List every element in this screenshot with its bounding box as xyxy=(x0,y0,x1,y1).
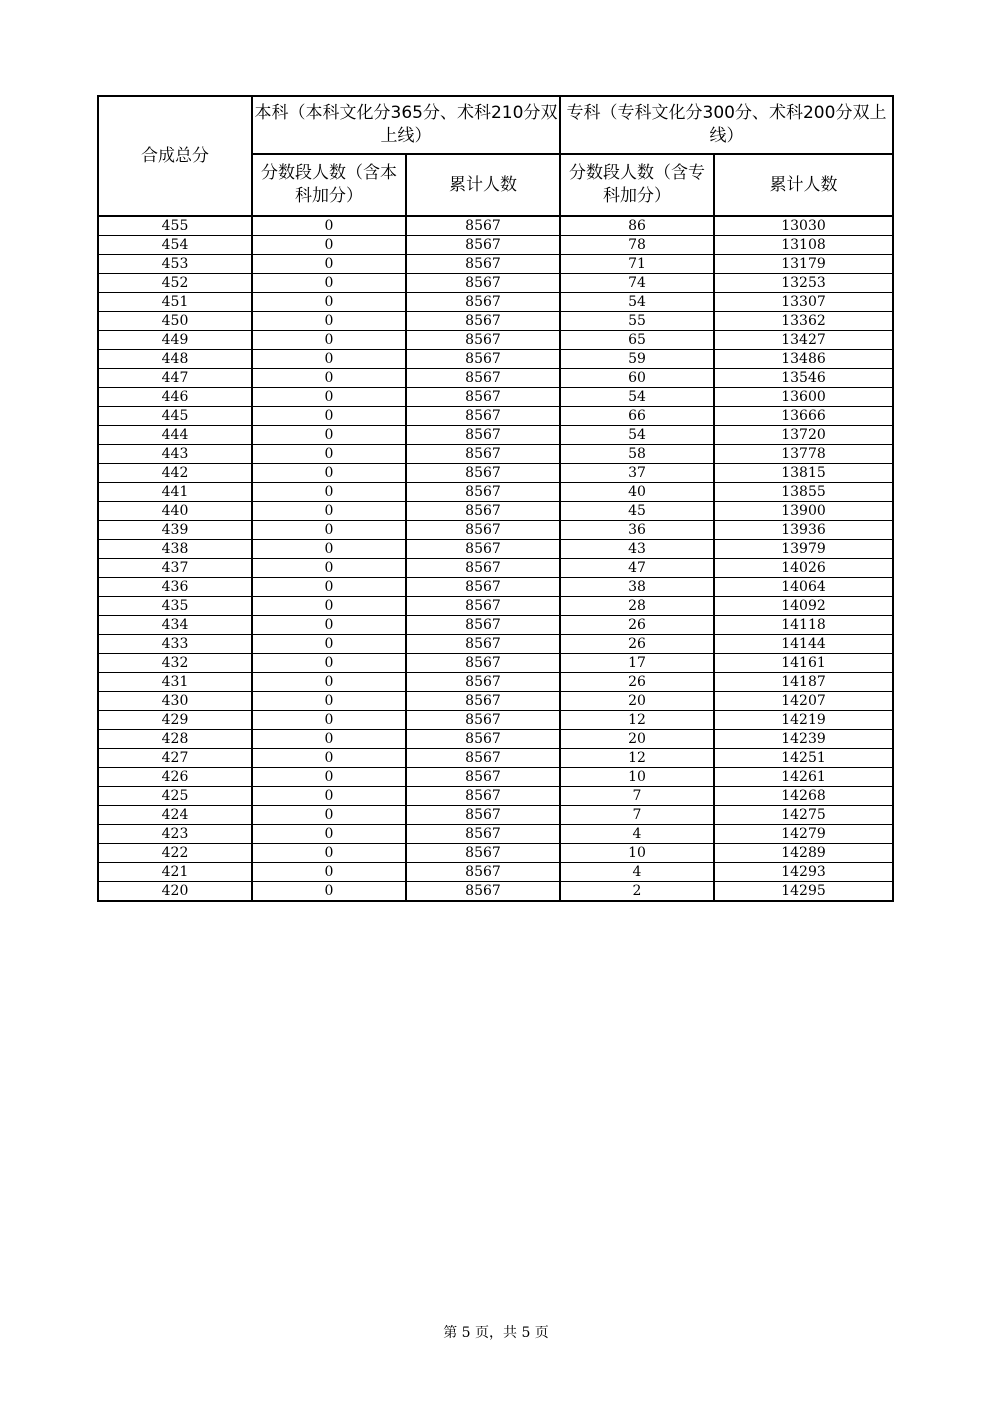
table-row xyxy=(98,274,893,293)
cell-undergrad-cumulative: 8567 xyxy=(406,502,560,521)
cell-junior-count: 60 xyxy=(560,369,714,388)
cell-junior-cumulative: 13900 xyxy=(714,502,893,521)
cell-undergrad-count: 0 xyxy=(252,578,406,597)
cell-undergrad-count: 0 xyxy=(252,521,406,540)
table-row xyxy=(98,464,893,483)
cell-undergrad-cumulative: 8567 xyxy=(406,445,560,464)
cell-undergrad-cumulative: 8567 xyxy=(406,312,560,331)
table-row xyxy=(98,844,893,863)
cell-score: 424 xyxy=(98,806,252,825)
cell-undergrad-cumulative: 8567 xyxy=(406,806,560,825)
cell-undergrad-count: 0 xyxy=(252,730,406,749)
table-row xyxy=(98,787,893,806)
cell-score: 445 xyxy=(98,407,252,426)
cell-junior-cumulative: 13427 xyxy=(714,331,893,350)
cell-undergrad-count: 0 xyxy=(252,635,406,654)
cell-junior-count: 74 xyxy=(560,274,714,293)
table-row xyxy=(98,730,893,749)
table-header xyxy=(98,96,893,216)
cell-undergrad-cumulative: 8567 xyxy=(406,730,560,749)
cell-score: 449 xyxy=(98,331,252,350)
cell-undergrad-cumulative: 8567 xyxy=(406,274,560,293)
cell-undergrad-count: 0 xyxy=(252,426,406,445)
cell-junior-count: 40 xyxy=(560,483,714,502)
cell-junior-cumulative: 14275 xyxy=(714,806,893,825)
cell-score: 447 xyxy=(98,369,252,388)
cell-junior-cumulative: 13362 xyxy=(714,312,893,331)
table-row xyxy=(98,692,893,711)
cell-junior-count: 78 xyxy=(560,236,714,255)
cell-junior-cumulative: 13307 xyxy=(714,293,893,312)
cell-undergrad-cumulative: 8567 xyxy=(406,216,560,236)
cell-junior-cumulative: 13936 xyxy=(714,521,893,540)
cell-undergrad-count: 0 xyxy=(252,673,406,692)
cell-junior-cumulative: 13030 xyxy=(714,216,893,236)
cell-junior-count: 54 xyxy=(560,293,714,312)
cell-score: 425 xyxy=(98,787,252,806)
table-row xyxy=(98,559,893,578)
cell-score: 433 xyxy=(98,635,252,654)
cell-undergrad-cumulative: 8567 xyxy=(406,540,560,559)
cell-undergrad-count: 0 xyxy=(252,388,406,407)
cell-junior-cumulative: 13546 xyxy=(714,369,893,388)
cell-score: 430 xyxy=(98,692,252,711)
cell-junior-count: 26 xyxy=(560,616,714,635)
table-row xyxy=(98,293,893,312)
cell-score: 450 xyxy=(98,312,252,331)
cell-undergrad-cumulative: 8567 xyxy=(406,825,560,844)
header-undergrad-group: 本科（本科文化分365分、术科210分双上线） xyxy=(252,96,560,154)
cell-junior-cumulative: 14219 xyxy=(714,711,893,730)
table-row xyxy=(98,426,893,445)
cell-score: 441 xyxy=(98,483,252,502)
cell-junior-count: 43 xyxy=(560,540,714,559)
cell-score: 442 xyxy=(98,464,252,483)
cell-junior-count: 55 xyxy=(560,312,714,331)
cell-undergrad-cumulative: 8567 xyxy=(406,293,560,312)
cell-junior-cumulative: 14239 xyxy=(714,730,893,749)
cell-undergrad-count: 0 xyxy=(252,597,406,616)
cell-undergrad-cumulative: 8567 xyxy=(406,426,560,445)
cell-junior-cumulative: 13486 xyxy=(714,350,893,369)
cell-undergrad-cumulative: 8567 xyxy=(406,350,560,369)
cell-junior-cumulative: 14251 xyxy=(714,749,893,768)
cell-undergrad-count: 0 xyxy=(252,768,406,787)
cell-score: 440 xyxy=(98,502,252,521)
cell-undergrad-count: 0 xyxy=(252,216,406,236)
cell-undergrad-count: 0 xyxy=(252,654,406,673)
table-row xyxy=(98,711,893,730)
header-junior-cumulative: 累计人数 xyxy=(714,154,893,216)
cell-score: 446 xyxy=(98,388,252,407)
cell-score: 444 xyxy=(98,426,252,445)
cell-junior-count: 59 xyxy=(560,350,714,369)
cell-undergrad-count: 0 xyxy=(252,445,406,464)
table-row xyxy=(98,312,893,331)
table-body xyxy=(98,216,893,901)
cell-score: 453 xyxy=(98,255,252,274)
cell-junior-cumulative: 13979 xyxy=(714,540,893,559)
cell-junior-cumulative: 13253 xyxy=(714,274,893,293)
cell-score: 426 xyxy=(98,768,252,787)
cell-junior-cumulative: 14092 xyxy=(714,597,893,616)
cell-junior-cumulative: 14268 xyxy=(714,787,893,806)
table-row xyxy=(98,749,893,768)
cell-undergrad-count: 0 xyxy=(252,882,406,902)
cell-undergrad-cumulative: 8567 xyxy=(406,749,560,768)
header-row-group xyxy=(98,96,893,154)
cell-undergrad-count: 0 xyxy=(252,331,406,350)
cell-undergrad-cumulative: 8567 xyxy=(406,483,560,502)
cell-undergrad-count: 0 xyxy=(252,293,406,312)
cell-junior-cumulative: 14293 xyxy=(714,863,893,882)
cell-junior-count: 4 xyxy=(560,863,714,882)
cell-undergrad-cumulative: 8567 xyxy=(406,863,560,882)
header-undergrad-cumulative: 累计人数 xyxy=(406,154,560,216)
cell-undergrad-cumulative: 8567 xyxy=(406,787,560,806)
cell-score: 455 xyxy=(98,216,252,236)
table-row xyxy=(98,502,893,521)
cell-score: 435 xyxy=(98,597,252,616)
table-row xyxy=(98,407,893,426)
table-row xyxy=(98,616,893,635)
cell-score: 437 xyxy=(98,559,252,578)
cell-junior-count: 17 xyxy=(560,654,714,673)
cell-score: 452 xyxy=(98,274,252,293)
cell-junior-count: 36 xyxy=(560,521,714,540)
cell-undergrad-count: 0 xyxy=(252,692,406,711)
cell-undergrad-cumulative: 8567 xyxy=(406,521,560,540)
table-row xyxy=(98,597,893,616)
cell-score: 454 xyxy=(98,236,252,255)
cell-junior-cumulative: 14161 xyxy=(714,654,893,673)
cell-junior-count: 7 xyxy=(560,787,714,806)
cell-score: 422 xyxy=(98,844,252,863)
table-row xyxy=(98,388,893,407)
cell-junior-cumulative: 14118 xyxy=(714,616,893,635)
cell-undergrad-count: 0 xyxy=(252,787,406,806)
table-row xyxy=(98,825,893,844)
table-row xyxy=(98,882,893,902)
cell-undergrad-count: 0 xyxy=(252,312,406,331)
cell-undergrad-count: 0 xyxy=(252,806,406,825)
cell-junior-count: 58 xyxy=(560,445,714,464)
cell-undergrad-count: 0 xyxy=(252,369,406,388)
cell-junior-cumulative: 14295 xyxy=(714,882,893,902)
table-row xyxy=(98,255,893,274)
cell-undergrad-cumulative: 8567 xyxy=(406,578,560,597)
cell-score: 423 xyxy=(98,825,252,844)
cell-undergrad-cumulative: 8567 xyxy=(406,388,560,407)
cell-score: 436 xyxy=(98,578,252,597)
cell-undergrad-count: 0 xyxy=(252,844,406,863)
cell-undergrad-count: 0 xyxy=(252,749,406,768)
cell-undergrad-count: 0 xyxy=(252,236,406,255)
cell-undergrad-count: 0 xyxy=(252,711,406,730)
cell-junior-cumulative: 13720 xyxy=(714,426,893,445)
cell-junior-count: 71 xyxy=(560,255,714,274)
table-row xyxy=(98,216,893,236)
cell-junior-count: 28 xyxy=(560,597,714,616)
cell-junior-count: 4 xyxy=(560,825,714,844)
cell-junior-cumulative: 13108 xyxy=(714,236,893,255)
cell-junior-count: 65 xyxy=(560,331,714,350)
cell-score: 420 xyxy=(98,882,252,902)
cell-undergrad-cumulative: 8567 xyxy=(406,692,560,711)
table-row xyxy=(98,768,893,787)
cell-undergrad-count: 0 xyxy=(252,863,406,882)
cell-junior-cumulative: 14289 xyxy=(714,844,893,863)
cell-junior-count: 10 xyxy=(560,768,714,787)
table-row xyxy=(98,331,893,350)
cell-junior-count: 12 xyxy=(560,711,714,730)
cell-junior-count: 38 xyxy=(560,578,714,597)
cell-junior-cumulative: 13179 xyxy=(714,255,893,274)
cell-score: 438 xyxy=(98,540,252,559)
header-junior-count: 分数段人数（含专科加分） xyxy=(560,154,714,216)
cell-undergrad-count: 0 xyxy=(252,559,406,578)
cell-undergrad-cumulative: 8567 xyxy=(406,882,560,902)
table-row xyxy=(98,236,893,255)
cell-junior-count: 54 xyxy=(560,388,714,407)
cell-undergrad-cumulative: 8567 xyxy=(406,711,560,730)
cell-undergrad-cumulative: 8567 xyxy=(406,464,560,483)
table-row xyxy=(98,578,893,597)
table-row xyxy=(98,483,893,502)
cell-junior-cumulative: 13666 xyxy=(714,407,893,426)
table-row xyxy=(98,806,893,825)
cell-score: 429 xyxy=(98,711,252,730)
table-row xyxy=(98,350,893,369)
table-row xyxy=(98,673,893,692)
header-junior-group: 专科（专科文化分300分、术科200分双上线） xyxy=(560,96,893,154)
cell-junior-count: 26 xyxy=(560,673,714,692)
table-row xyxy=(98,445,893,464)
cell-undergrad-cumulative: 8567 xyxy=(406,635,560,654)
cell-score: 421 xyxy=(98,863,252,882)
table-row xyxy=(98,521,893,540)
cell-undergrad-count: 0 xyxy=(252,464,406,483)
cell-undergrad-cumulative: 8567 xyxy=(406,844,560,863)
table-row xyxy=(98,540,893,559)
cell-undergrad-cumulative: 8567 xyxy=(406,559,560,578)
cell-score: 448 xyxy=(98,350,252,369)
cell-undergrad-cumulative: 8567 xyxy=(406,616,560,635)
cell-undergrad-count: 0 xyxy=(252,407,406,426)
cell-junior-count: 2 xyxy=(560,882,714,902)
table-row xyxy=(98,369,893,388)
cell-junior-count: 12 xyxy=(560,749,714,768)
cell-junior-cumulative: 14207 xyxy=(714,692,893,711)
header-undergrad-count: 分数段人数（含本科加分） xyxy=(252,154,406,216)
cell-junior-cumulative: 13815 xyxy=(714,464,893,483)
cell-junior-count: 45 xyxy=(560,502,714,521)
cell-junior-count: 7 xyxy=(560,806,714,825)
cell-junior-count: 86 xyxy=(560,216,714,236)
cell-junior-cumulative: 14064 xyxy=(714,578,893,597)
cell-undergrad-cumulative: 8567 xyxy=(406,654,560,673)
cell-undergrad-cumulative: 8567 xyxy=(406,597,560,616)
cell-junior-cumulative: 14187 xyxy=(714,673,893,692)
cell-undergrad-count: 0 xyxy=(252,483,406,502)
cell-junior-cumulative: 14026 xyxy=(714,559,893,578)
cell-undergrad-count: 0 xyxy=(252,255,406,274)
cell-undergrad-count: 0 xyxy=(252,350,406,369)
cell-undergrad-cumulative: 8567 xyxy=(406,331,560,350)
cell-score: 439 xyxy=(98,521,252,540)
table-row xyxy=(98,654,893,673)
cell-undergrad-count: 0 xyxy=(252,502,406,521)
cell-score: 443 xyxy=(98,445,252,464)
cell-junior-count: 37 xyxy=(560,464,714,483)
cell-junior-count: 20 xyxy=(560,692,714,711)
cell-score: 432 xyxy=(98,654,252,673)
cell-junior-count: 20 xyxy=(560,730,714,749)
cell-undergrad-count: 0 xyxy=(252,825,406,844)
cell-junior-cumulative: 14144 xyxy=(714,635,893,654)
cell-undergrad-count: 0 xyxy=(252,274,406,293)
cell-junior-count: 54 xyxy=(560,426,714,445)
table-row xyxy=(98,635,893,654)
cell-undergrad-cumulative: 8567 xyxy=(406,255,560,274)
cell-undergrad-count: 0 xyxy=(252,616,406,635)
cell-score: 428 xyxy=(98,730,252,749)
cell-junior-cumulative: 14279 xyxy=(714,825,893,844)
cell-score: 427 xyxy=(98,749,252,768)
cell-score: 451 xyxy=(98,293,252,312)
cell-junior-cumulative: 13600 xyxy=(714,388,893,407)
cell-undergrad-cumulative: 8567 xyxy=(406,673,560,692)
cell-junior-cumulative: 13855 xyxy=(714,483,893,502)
cell-undergrad-cumulative: 8567 xyxy=(406,768,560,787)
cell-undergrad-cumulative: 8567 xyxy=(406,369,560,388)
cell-junior-count: 66 xyxy=(560,407,714,426)
table-row xyxy=(98,863,893,882)
cell-junior-cumulative: 14261 xyxy=(714,768,893,787)
score-distribution-table xyxy=(97,95,894,902)
cell-junior-count: 47 xyxy=(560,559,714,578)
cell-junior-count: 26 xyxy=(560,635,714,654)
cell-undergrad-cumulative: 8567 xyxy=(406,407,560,426)
cell-score: 434 xyxy=(98,616,252,635)
cell-junior-cumulative: 13778 xyxy=(714,445,893,464)
header-score: 合成总分 xyxy=(98,96,252,216)
cell-undergrad-cumulative: 8567 xyxy=(406,236,560,255)
cell-undergrad-count: 0 xyxy=(252,540,406,559)
page-footer: 第 5 页，共 5 页 xyxy=(443,1325,549,1341)
cell-junior-count: 10 xyxy=(560,844,714,863)
cell-score: 431 xyxy=(98,673,252,692)
